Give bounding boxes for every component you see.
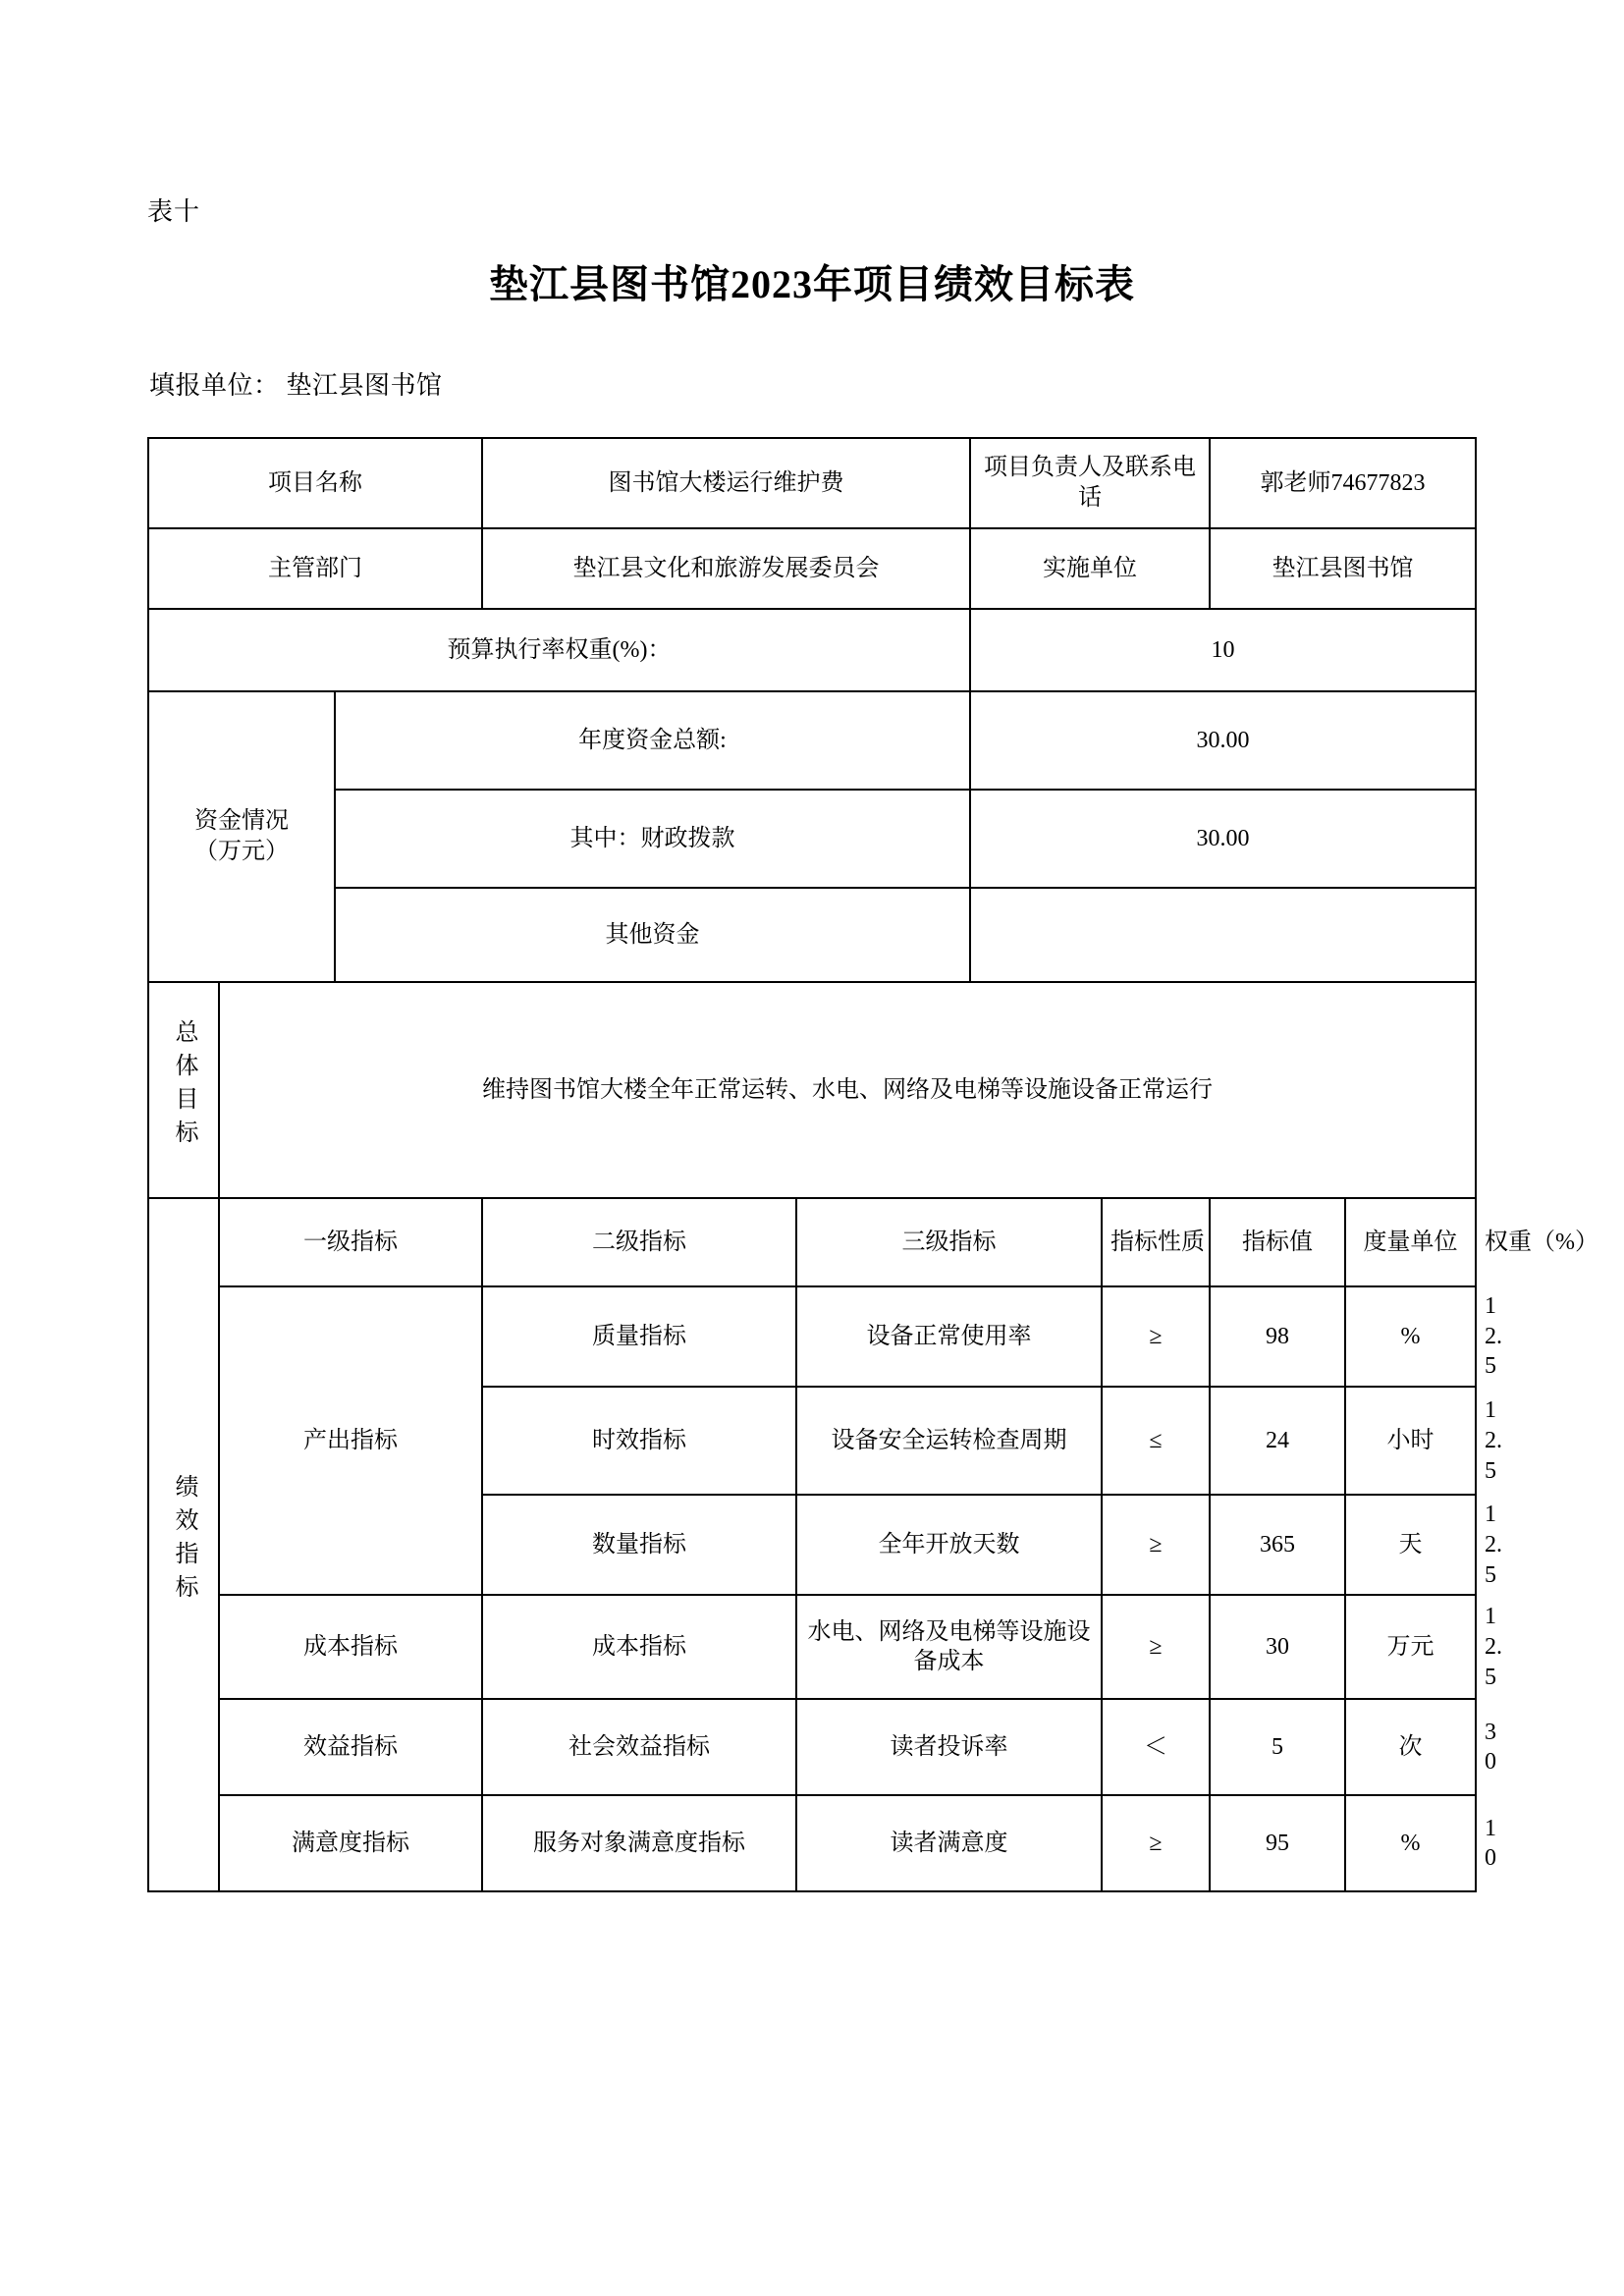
table-row-funding-fiscal [148, 790, 1476, 888]
funding-label [148, 691, 335, 982]
funding-row-name: 其他资金 [335, 888, 970, 982]
project-owner-label: 项目负责人及联系电话 [970, 438, 1210, 528]
dept-label: 主管部门 [148, 528, 482, 609]
indicator-nature: ＜ [1102, 1699, 1210, 1795]
project-name-value: 图书馆大楼运行维护费 [482, 438, 970, 528]
indicator-unit: 万元 [1345, 1595, 1476, 1699]
project-owner-value: 郭老师74677823 [1210, 438, 1476, 528]
table-row-indicator: 成本指标 成本指标 水电、网络及电梯等设施设备成本 ≥ 30 万元 12.5 [148, 1595, 1476, 1699]
indicator-level1: 成本指标 [219, 1595, 482, 1699]
indicator-value: 30 [1210, 1595, 1345, 1699]
indicator-level2: 数量指标 [482, 1495, 796, 1595]
sheet-tag: 表十 [147, 197, 201, 226]
indicators-label-text: 绩效指标 [171, 1473, 196, 1608]
table-row-department [148, 528, 1476, 609]
page-title: 垫江县图书馆2023年项目绩效目标表 [489, 262, 1135, 306]
indicator-unit: % [1345, 1286, 1476, 1387]
indicator-level2: 成本指标 [482, 1595, 796, 1699]
indicator-level1: 满意度指标 [219, 1795, 482, 1891]
implementing-unit-value: 垫江县图书馆 [1210, 528, 1476, 609]
table-row-overall-goal [148, 982, 1476, 1198]
header-value: 指标值 [1210, 1198, 1345, 1286]
indicator-unit: 天 [1345, 1495, 1476, 1595]
funding-row-value: 30.00 [970, 790, 1476, 888]
indicator-nature: ≥ [1102, 1286, 1210, 1387]
indicator-value: 98 [1210, 1286, 1345, 1387]
funding-row-value [970, 888, 1476, 982]
funding-label-line1: 资金情况 [194, 808, 289, 835]
table-row-exec-rate [148, 609, 1476, 691]
table-row-indicator-header: 绩效指标 一级指标 二级指标 三级指标 指标性质 指标值 度量单位 权重（%） [148, 1198, 1476, 1286]
indicators-label [148, 1198, 219, 1891]
indicator-unit: % [1345, 1795, 1476, 1891]
header-level3: 三级指标 [796, 1198, 1102, 1286]
indicator-value: 5 [1210, 1699, 1345, 1795]
header-nature: 指标性质 [1102, 1198, 1210, 1286]
indicator-level2: 质量指标 [482, 1286, 796, 1387]
indicator-level3: 读者满意度 [796, 1795, 1102, 1891]
indicator-level3: 设备安全运转检查周期 [796, 1387, 1102, 1495]
indicator-level2: 时效指标 [482, 1387, 796, 1495]
indicator-nature: ≤ [1102, 1387, 1210, 1495]
project-name-label: 项目名称 [148, 438, 482, 528]
table-row-indicator: 时效指标 设备安全运转检查周期 ≤ 24 小时 12.5 [148, 1387, 1476, 1495]
table-row-indicator: 数量指标 全年开放天数 ≥ 365 天 12.5 [148, 1495, 1476, 1595]
header-unit: 度量单位 [1345, 1198, 1476, 1286]
indicator-level2: 服务对象满意度指标 [482, 1795, 796, 1891]
implementing-unit-label: 实施单位 [970, 528, 1210, 609]
overall-goal-label-text: 总体目标 [171, 1018, 196, 1153]
indicator-level2: 社会效益指标 [482, 1699, 796, 1795]
overall-goal-label [148, 982, 219, 1198]
funding-label-line2: （万元） [194, 839, 289, 864]
indicator-level3: 水电、网络及电梯等设施设备成本 [796, 1595, 1102, 1699]
exec-rate-label: 预算执行率权重(%)： [148, 609, 970, 691]
funding-row-value: 30.00 [970, 691, 1476, 790]
table-row-indicator: 效益指标 社会效益指标 读者投诉率 ＜ 5 次 30 [148, 1699, 1476, 1795]
filler-unit-line: 填报单位： 垫江县图书馆 [149, 371, 443, 400]
funding-row-name: 其中：财政拨款 [335, 790, 970, 888]
indicator-unit: 小时 [1345, 1387, 1476, 1495]
funding-row-name: 年度资金总额: [335, 691, 970, 790]
indicator-nature: ≥ [1102, 1495, 1210, 1595]
exec-rate-value: 10 [970, 609, 1476, 691]
indicator-level3: 设备正常使用率 [796, 1286, 1102, 1387]
dept-value: 垫江县文化和旅游发展委员会 [482, 528, 970, 609]
indicator-level1: 产出指标 [219, 1286, 482, 1595]
header-level1: 一级指标 [219, 1198, 482, 1286]
table-row-project-name [148, 438, 1476, 528]
indicator-nature: ≥ [1102, 1595, 1210, 1699]
indicator-nature: ≥ [1102, 1795, 1210, 1891]
indicator-value: 365 [1210, 1495, 1345, 1595]
performance-goal-table [147, 437, 1598, 1892]
indicator-unit: 次 [1345, 1699, 1476, 1795]
header-level2: 二级指标 [482, 1198, 796, 1286]
table-row-indicator: 产出指标 质量指标 设备正常使用率 ≥ 98 % 12.5 [148, 1286, 1476, 1387]
table-row-funding-other [148, 888, 1476, 982]
indicator-value: 95 [1210, 1795, 1345, 1891]
table-row-indicator: 满意度指标 服务对象满意度指标 读者满意度 ≥ 95 % 10 [148, 1795, 1476, 1891]
indicator-level3: 全年开放天数 [796, 1495, 1102, 1595]
indicator-value: 24 [1210, 1387, 1345, 1495]
overall-goal-text: 维持图书馆大楼全年正常运转、水电、网络及电梯等设施设备正常运行 [219, 982, 1476, 1198]
table-row-funding-total [148, 691, 1476, 790]
indicator-level1: 效益指标 [219, 1699, 482, 1795]
indicator-level3: 读者投诉率 [796, 1699, 1102, 1795]
